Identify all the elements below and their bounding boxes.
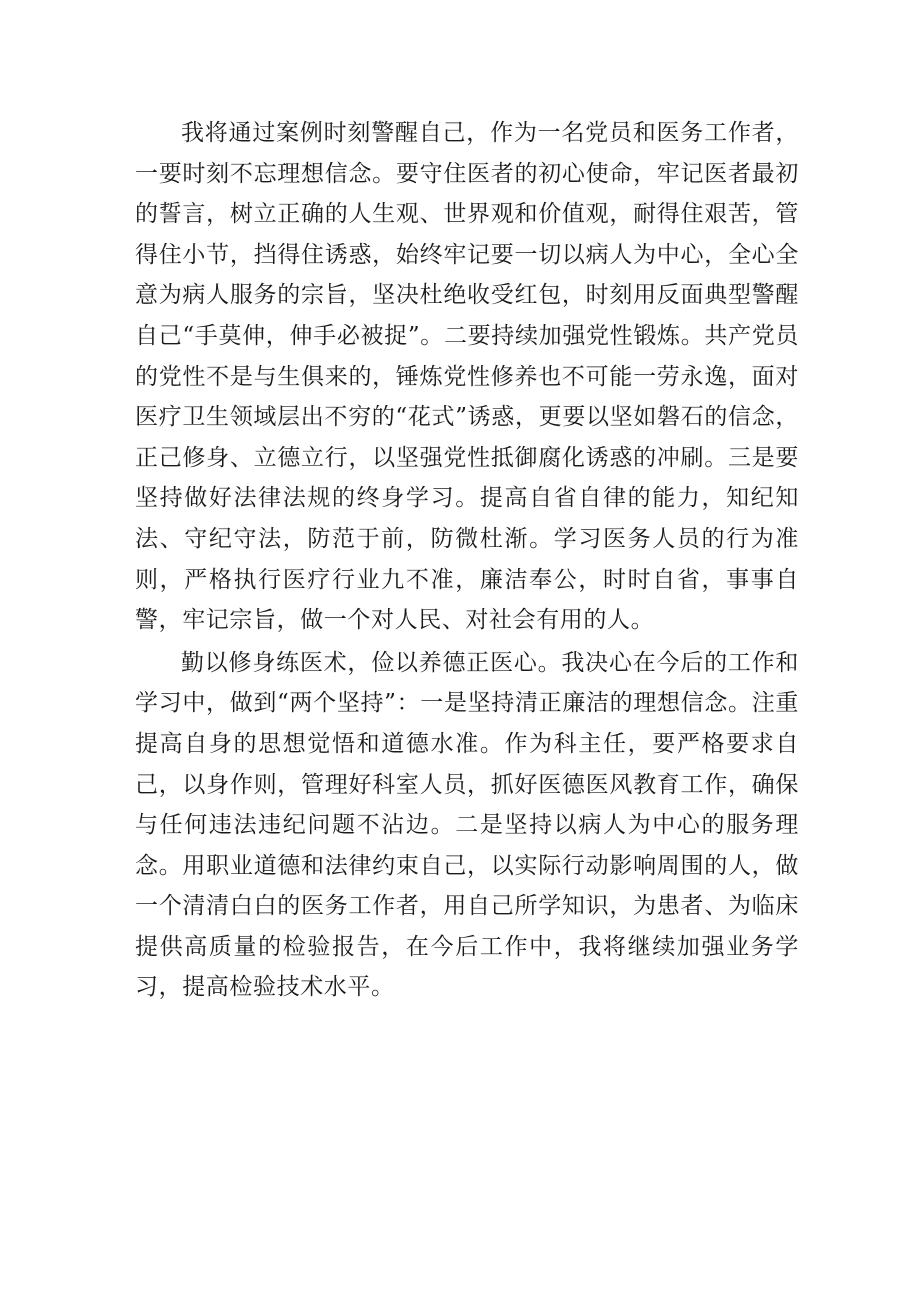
document-body bbox=[135, 113, 799, 1008]
paragraph-2: 勤以修身练医术，俭以养德正医心。我决心在今后的工作和学习中，做到“两个坚持”：一是坚持清正廉洁的理想信念。注重提高自身的思想觉悟和道德水准。作为科主任，要严格要求自己，以身作则，管理好科室人员，抓好医德医风教育工作，确保与任何违法违纪问题不沾边。二是坚持以病人为中心的服务理念。用职业道德和法律约束自己，以实际行动影响周围的人，做一个清清白白的医务工作者，用自己所学知识，为患者、为临床提供高质量的检验报告，在今后工作中，我将继续加强业务学习，提高检验技术水平。 bbox=[135, 649, 799, 1001]
paragraph-1: 我将通过案例时刻警醒自己，作为一名党员和医务工作者，一要时刻不忘理想信念。要守住医者的初心使命，牢记医者最初的誓言，树立正确的人生观、世界观和价值观，耐得住艰苦，管得住小节，挡得住诱惑，始终牢记要一切以病人为中心，全心全意为病人服务的宗旨，坚决杜绝收受红包，时刻用反面典型警醒自己“手莫伸，伸手必被捉”。二要持续加强党性锻炼。共产党员的党性不是与生俱来的，锤炼党性修养也不可能一劳永逸，面对医疗卫生领域层出不穷的“花式”诱惑，更要以坚如磐石的信念，正己修身、立德立行，以坚强党性抵御腐化诱惑的冲刷。三是要坚持做好法律法规的终身学习。提高自省自律的能力，知纪知法、守纪守法，防范于前，防微杜渐。学习医务人员的行为准则，严格执行医疗行业九不准，廉洁奉公，时时自省，事事自警，牢记宗旨，做一个对人民、对社会有用的人。 bbox=[135, 120, 799, 634]
